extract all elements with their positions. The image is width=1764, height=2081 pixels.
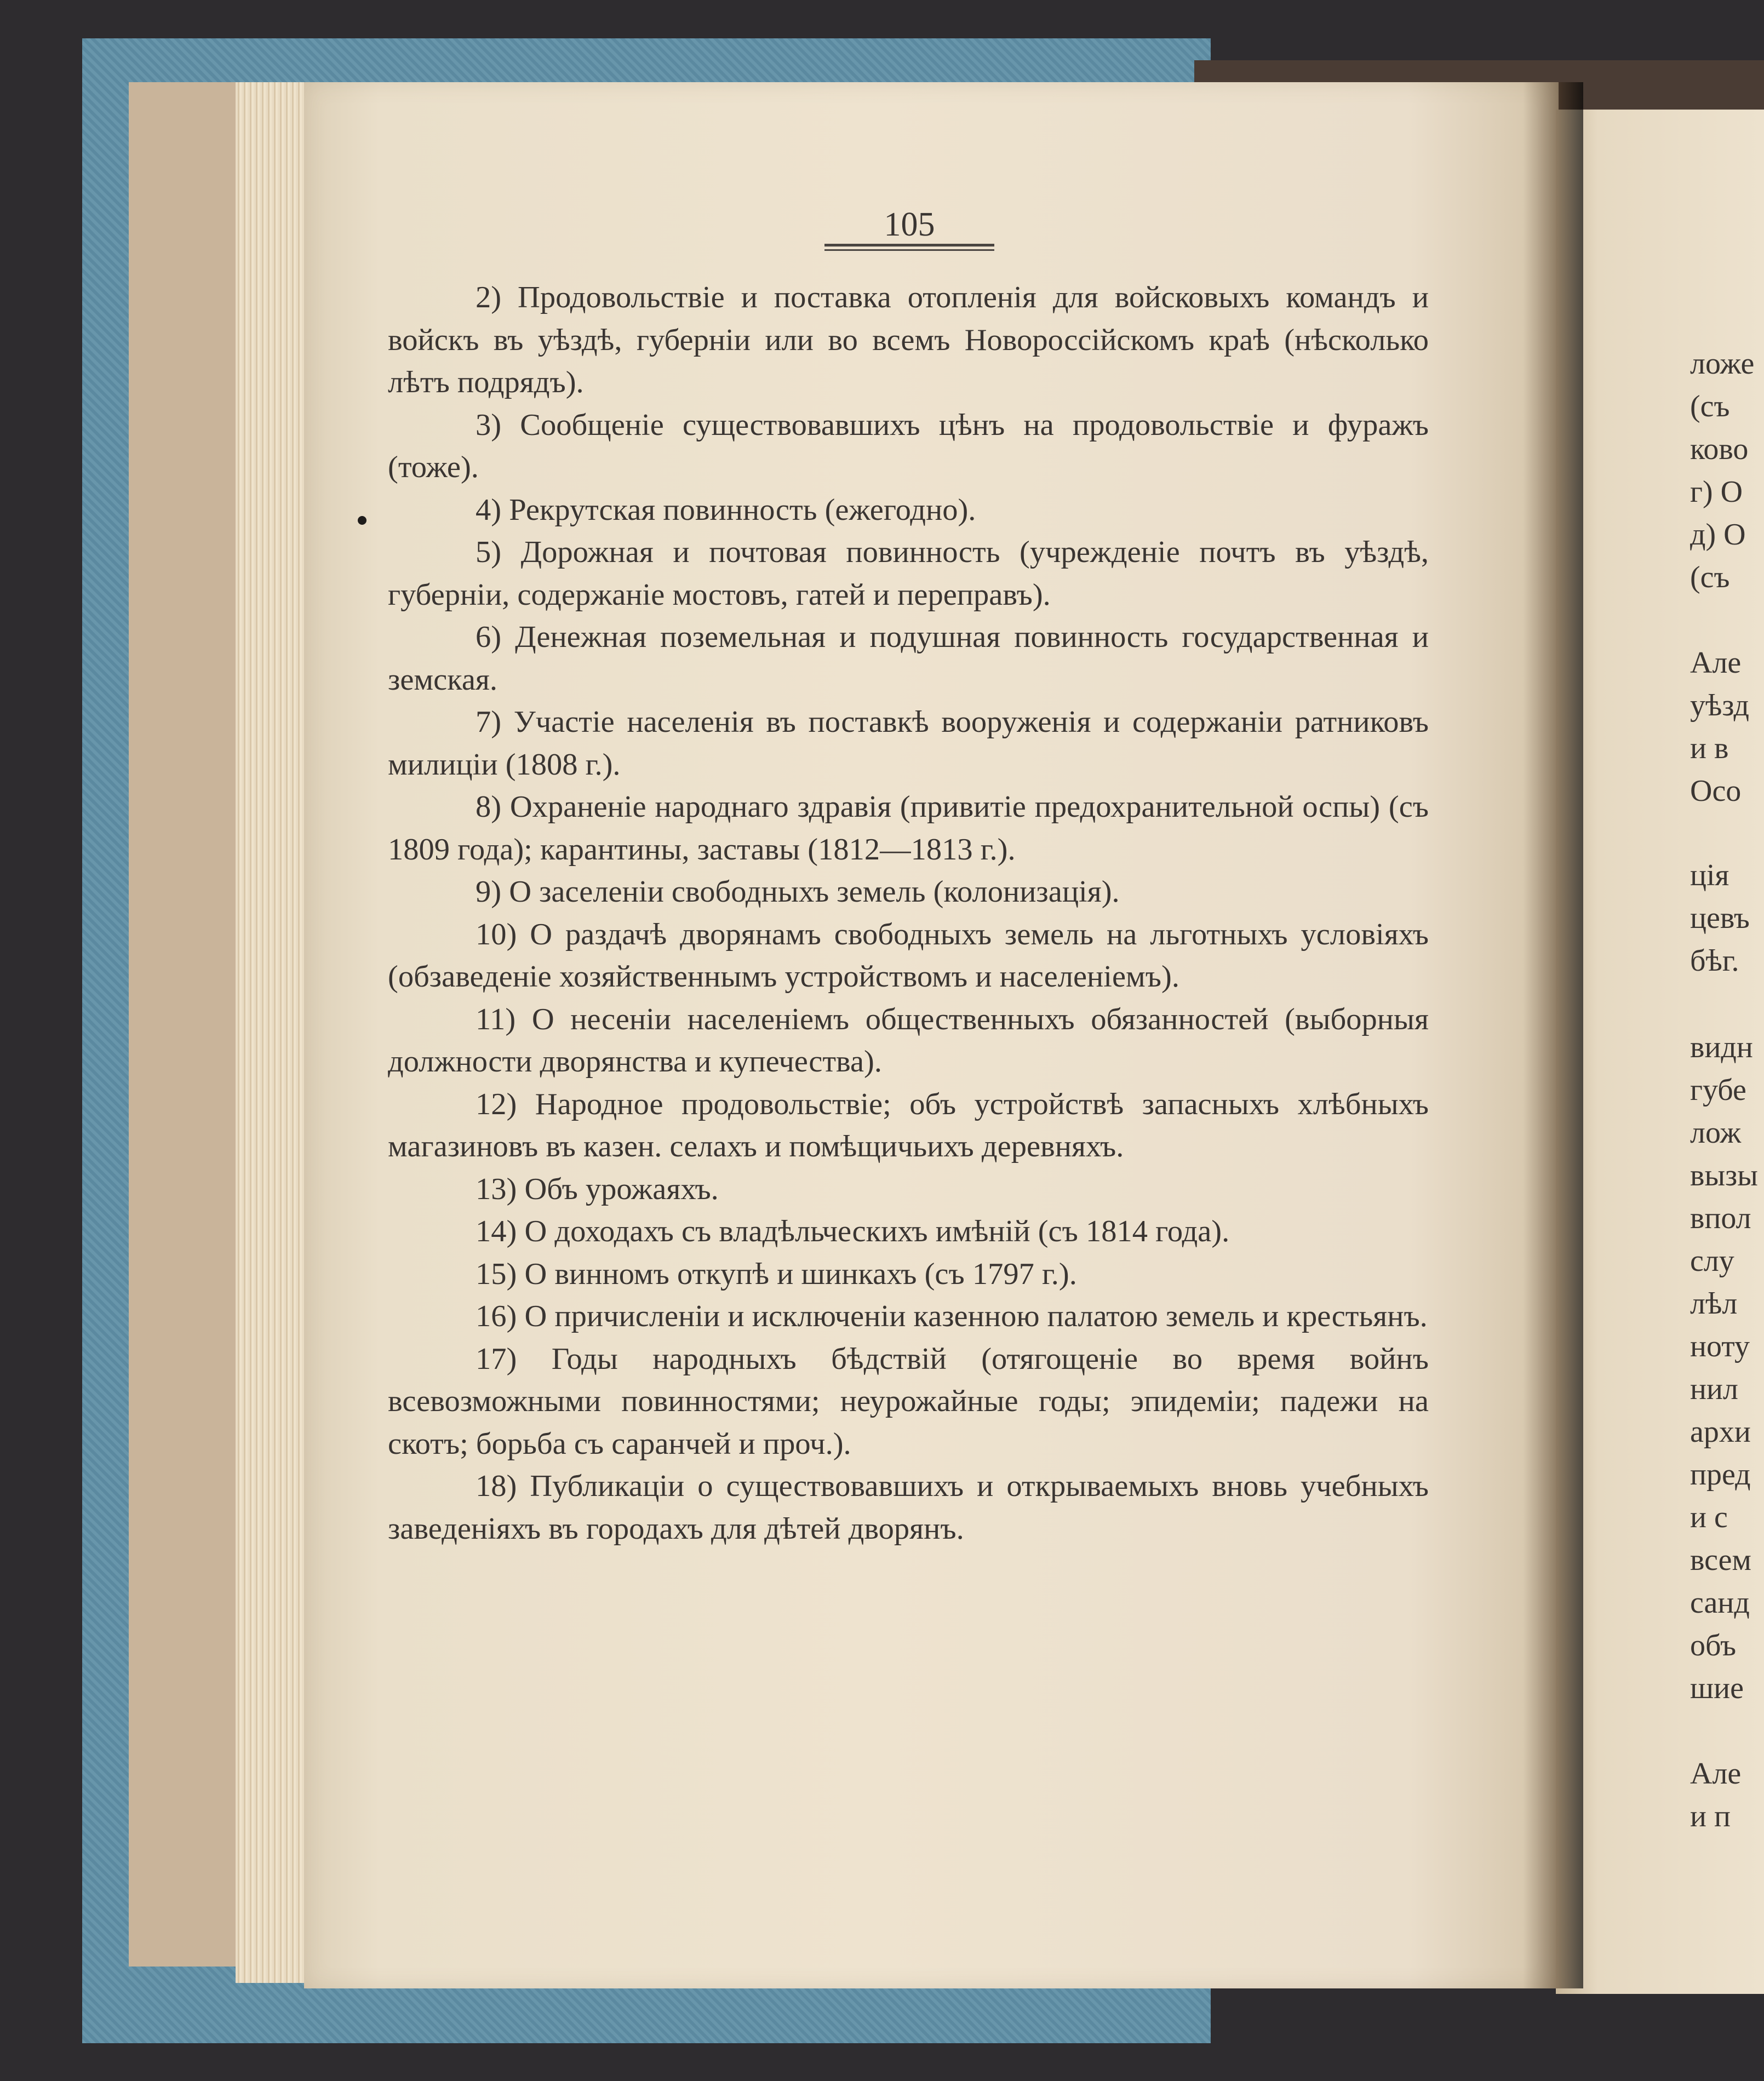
facing-text-fragment: бѣг. — [1690, 944, 1739, 978]
list-item: 7) Участіе населенія въ поставкѣ вооруженія и содержаніи ратниковъ милиціи (1808 г.). — [388, 705, 1429, 782]
list-item: 10) О раздачѣ дворянамъ свободныхъ земель на льготныхъ условіяхъ (обзаведеніе хозяйственнымъ устройствомъ и населеніемъ). — [388, 917, 1429, 994]
facing-text-fragment: Але — [1690, 1757, 1742, 1791]
facing-text-fragment: всем — [1690, 1543, 1751, 1577]
list-item: 12) Народное продовольствіе; объ устройствѣ запасныхъ хлѣбныхъ магазиновъ въ казен. селахъ и помѣщичьихъ деревняхъ. — [388, 1087, 1429, 1163]
facing-text-fragment: архи — [1690, 1415, 1751, 1449]
list-item: 9) О заселеніи свободныхъ земель (колонизація). — [476, 875, 1120, 909]
list-item: 17) Годы народныхъ бѣдствій (отягощеніе во время войнъ всевозможными повинностями; неурожайные годы; эпидеміи; падежи на скотъ; борьба съ саранчей и проч.). — [388, 1342, 1429, 1461]
facing-text-fragment: и п — [1690, 1799, 1731, 1833]
facing-text-fragment: слу — [1690, 1244, 1734, 1278]
page-body — [388, 277, 1429, 1550]
facing-text-fragment: ложе — [1690, 347, 1755, 381]
list-item: 4) Рекрутская повинность (ежегодно). — [476, 492, 976, 527]
facing-text-fragment: видн — [1690, 1030, 1753, 1064]
facing-page — [1556, 110, 1764, 1994]
facing-text-fragment: г) О — [1690, 475, 1743, 509]
list-item: 13) Объ урожаяхъ. — [476, 1172, 719, 1206]
facing-text-fragment: лѣл — [1690, 1287, 1738, 1321]
facing-text-fragment: санд — [1690, 1586, 1750, 1620]
facing-text-fragment: вызы — [1690, 1159, 1758, 1193]
facing-text-fragment: объ — [1690, 1629, 1737, 1662]
facing-text-fragment: Осо — [1690, 774, 1742, 808]
page-number-rule-top — [824, 244, 994, 246]
facing-text-fragment: лож — [1690, 1116, 1742, 1150]
page-number: 105 — [884, 206, 935, 243]
facing-text-fragment: ноту — [1690, 1329, 1750, 1363]
facing-text-fragment: шие — [1690, 1671, 1744, 1705]
list-item: 18) Публикаціи о существовавшихъ и открываемыхъ вновь учебныхъ заведеніяхъ въ городахъ для дѣтей дворянъ. — [388, 1469, 1429, 1546]
facing-text-fragment: (съ — [1690, 560, 1730, 594]
facing-text-fragment: нил — [1690, 1372, 1738, 1406]
facing-text-fragment: и с — [1690, 1500, 1728, 1534]
list-item: 15) О винномъ откупѣ и шинкахъ (съ 1797 г.). — [476, 1257, 1077, 1291]
facing-text-fragment: губе — [1690, 1073, 1746, 1107]
book-gutter — [1523, 82, 1583, 1988]
facing-text-fragment: ція — [1690, 858, 1729, 892]
list-item: 16) О причисленіи и исключеніи казенною палатою земель и крестьянъ. — [476, 1299, 1428, 1333]
facing-text-fragment: д) О — [1690, 518, 1746, 552]
facing-text-fragment: ково — [1690, 432, 1749, 466]
facing-text-fragment: (съ — [1690, 389, 1730, 423]
list-item: 14) О доходахъ съ владѣльческихъ имѣній (съ 1814 года). — [476, 1214, 1230, 1248]
page-number-rule-bottom — [824, 249, 994, 251]
list-item: 2) Продовольствіе и поставка отопленія для войсковыхъ командъ и войскъ въ уѣздѣ, губерніи или во всемъ Новороссійскомъ краѣ (нѣсколько лѣтъ подрядъ). — [388, 280, 1429, 399]
list-item: 3) Сообщеніе существовавшихъ цѣнъ на продовольствіе и фуражъ (тоже). — [388, 408, 1429, 484]
facing-text-fragment: уѣзд — [1690, 689, 1750, 723]
list-item: 8) Охраненіе народнаго здравія (привитіе предохранительной оспы) (съ 1809 года); карантины, заставы (1812—1813 г.). — [388, 790, 1429, 867]
facing-text-fragment: и в — [1690, 731, 1729, 765]
list-item: 11) О несеніи населеніемъ общественныхъ обязанностей (выборныя должности дворянства и купечества). — [388, 1002, 1429, 1079]
facing-text-fragment: цевъ — [1690, 901, 1750, 935]
facing-text-fragment: впол — [1690, 1201, 1751, 1235]
facing-text-fragment: Але — [1690, 646, 1742, 680]
list-item: 5) Дорожная и почтовая повинность (учрежденіе почтъ въ уѣздѣ, губерніи, содержаніе мостовъ, гатей и переправъ). — [388, 535, 1429, 612]
ink-dot — [358, 516, 366, 525]
facing-text-fragment: пред — [1690, 1458, 1751, 1492]
list-item: 6) Денежная поземельная и подушная повинность государственная и земская. — [388, 620, 1429, 697]
